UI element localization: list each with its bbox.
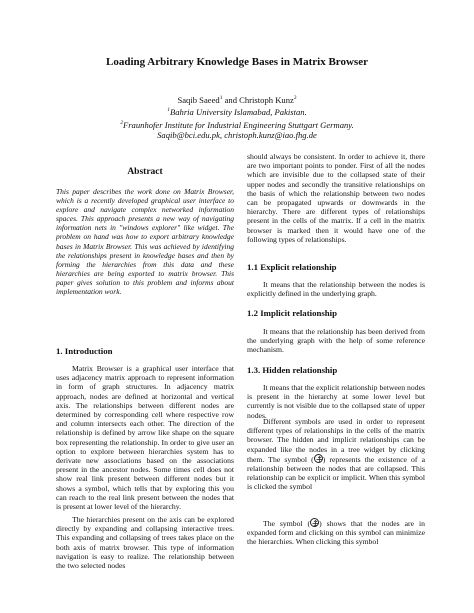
section-1-2-heading: 1.2 Implicit relationship	[247, 308, 338, 318]
expand-symbol-paragraph-part-b: ) shows that the nodes are in expanded form and clicking on this symbol can minimize the hierarchies. When clicking this symbol	[247, 519, 425, 547]
expanded-relation-icon	[310, 518, 319, 527]
section-1-3-text-body: It means that the explicit relationship between nodes is present in the hierarchy at some lower level but currently is not visible due to the collapsed state of upper nodes.	[247, 383, 425, 420]
affiliation-2-text: Fraunhofer Institute for Industrial Engineering Stuttgart Germany.	[122, 119, 354, 130]
section-1-1-text	[247, 280, 425, 298]
intro-paragraph-1	[56, 364, 234, 511]
section-1-3-heading: 1.3. Hidden relationship	[247, 365, 338, 375]
intro-paragraph-2	[56, 515, 234, 570]
intro-paragraph-1-text: Matrix Browser is a graphical user interface that uses adjacency matrix approach to represent information in form of graph structures. In adjacency matrix approach, nodes are defined at horizontal and vertical axis. The relationships between different nodes are determined by corresponding cell where respective row and column intersects each other. The direction of the relationship is defined by arrow like shape on the square box representing the relationship. In order to give user an option to explore between hierarchies system has to derivate new associations based on the associations present in the ancestor nodes. Some times cell does not show real link present between different nodes but it shows a symbol, which tells that by exploring this you can reach to the real link present between the nodes that is present at lower level of the hierarchy.	[56, 364, 234, 512]
paper-title: Loading Arbitrary Knowledge Bases in Matrix Browser	[106, 56, 368, 68]
expand-symbol-paragraph-part-a: The symbol (	[263, 519, 311, 528]
expand-symbol-paragraph	[247, 518, 425, 547]
affiliation-1	[0, 105, 474, 117]
author-1: Saqib Saeed	[177, 94, 220, 105]
section-1-1-heading: 1.1 Explicit relationship	[247, 262, 337, 272]
symbols-paragraph-part-b: ) represents the existence of a relationship between the nodes that are collapsed. This relationship can be explicit or implicit. When this symbol is clicked the symbol	[247, 454, 426, 492]
section-1-2-text-body: It means that the relationship has been derived from the underlying graph with the help of some reference mechanism.	[247, 327, 425, 355]
affiliation-1-text: Bahria University Islamabad, Pakistan.	[169, 107, 307, 118]
collapsed-relation-icon	[314, 454, 323, 463]
intro-heading: 1. Introduction	[56, 346, 113, 356]
author-2: and Christoph Kunz	[222, 94, 294, 105]
abstract-text: This paper describes the work done on Matrix Browser, which is a recently developed graphical user interface to explore and navigate complex networked information spaces. This approach presents a new way of navigating information nets in "windows explorer" like widget. The problem on hand was how to export arbitrary knowledge bases in Matrix Browser. This was achieved by identifying the relationships present in knowledge bases and then by forming the hierarchies from this data and these hierarchies are being exported to matrix browser. This paper gives solution to this problem and informs about implementation work.	[56, 187, 234, 297]
affiliation-1-sup: 1	[167, 107, 170, 114]
abstract-heading: Abstract	[127, 167, 163, 177]
author-1-sup: 1	[219, 95, 223, 101]
intro-paragraph-2-text: The hierarchies present on the axis can be explored directly by expanding and collapsing interactive trees. This expanding and collapsing of trees takes place on the both axis of matrix browser. This type of information navigation is easy to realize. The relationship between the two selected nodes	[56, 515, 234, 571]
author-block	[0, 93, 474, 141]
section-1-1-text-body: It means that the relationship between the nodes is explicitly defined in the underlying graph.	[247, 280, 425, 299]
section-1-2-text	[247, 327, 425, 355]
symbols-paragraph	[247, 417, 425, 492]
author-emails: Saqib@bci.edu.pk, christoph.kunz@iao.fhg.de	[157, 130, 317, 141]
section-1-3-text	[247, 383, 425, 420]
author-names	[177, 95, 296, 105]
symbols-paragraph-part-a: Different symbols are used in order to represent different types of relationships in the cells of the matrix browser. The hidden and implicit relationships can be expanded like the nodes in a tree widget by clicking them. The symbol (	[247, 417, 425, 464]
affiliation-2	[0, 118, 474, 130]
right-paragraph-0: should always be consistent. In order to achieve it, there are two important points to ponder. First of all the nodes which are invisible due to the collapsed state of their upper nodes and secondly the transitive relationships on the basis of which the relationship between two nodes can be propagated upwards or downwards in the hierarchy. There are different types of relationships present in the cells of the matrix. If a cell in the matrix browser is marked then it would have one of the following types of relationships.	[247, 152, 425, 244]
author-2-sup: 2	[293, 95, 297, 101]
affiliation-2-sup: 2	[120, 119, 123, 126]
